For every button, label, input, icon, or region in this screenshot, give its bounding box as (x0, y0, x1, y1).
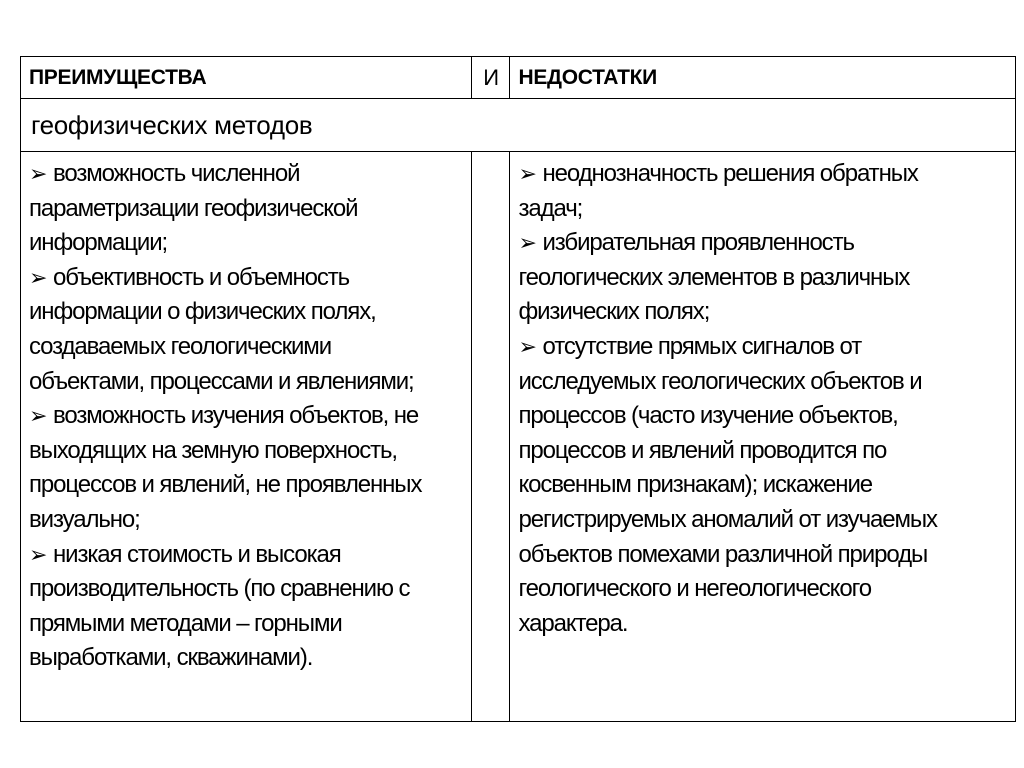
disadvantage-text: неоднозначность решения обратных задач; (518, 160, 918, 222)
disadvantage-text: избирательная проявленность геологических элементов в различных физических полях; (518, 229, 910, 326)
advantage-text: низкая стоимость и высокая производительность (по сравнению с прямыми методами – горными выработками, скважинами). (29, 540, 410, 672)
disadvantage-item (518, 157, 1015, 226)
advantage-text: возможность численной параметризации геофизической информации; (29, 160, 358, 257)
advantage-text: объективность и объемность информации о физических полях, создаваемых геологическими объектами, процессами и явлениями; (29, 263, 414, 395)
advantages-cell (21, 152, 472, 722)
arrow-bullet-icon: ➢ (29, 541, 47, 567)
subtitle-row (21, 99, 1016, 152)
header-disadvantages: НЕДОСТАТКИ (510, 57, 1016, 99)
arrow-bullet-icon: ➢ (518, 230, 536, 256)
arrow-bullet-icon: ➢ (518, 333, 536, 359)
arrow-bullet-icon: ➢ (29, 264, 47, 290)
content-row (21, 152, 1016, 722)
header-conjunction: И (472, 57, 510, 99)
arrow-bullet-icon: ➢ (29, 403, 47, 429)
middle-empty-cell (472, 152, 510, 722)
advantage-item (29, 261, 471, 399)
advantages-disadvantages-table (20, 56, 1016, 722)
header-advantages: ПРЕИМУЩЕСТВА (21, 57, 472, 99)
advantage-text: возможность изучения объектов, не выходящих на земную поверхность, процессов и явлений, не проявленных визуально; (29, 402, 422, 533)
header-row (21, 57, 1016, 99)
advantage-item (29, 157, 471, 261)
disadvantage-item (518, 330, 1015, 641)
advantage-item (29, 399, 471, 537)
disadvantage-item (518, 226, 1015, 330)
disadvantage-text: отсутствие прямых сигналов от исследуемых геологических объектов и процессов (часто изучение объектов, процессов и явлений проводится по косвенным признакам); искажение регистрируемых аномалий от изучаемых объектов помехами различной природы геологического и негеологического характера. (518, 332, 937, 637)
advantage-item (29, 538, 471, 676)
arrow-bullet-icon: ➢ (29, 161, 47, 186)
disadvantages-cell (510, 152, 1016, 722)
table-subtitle: геофизических методов (21, 99, 1016, 152)
arrow-bullet-icon: ➢ (518, 161, 536, 186)
